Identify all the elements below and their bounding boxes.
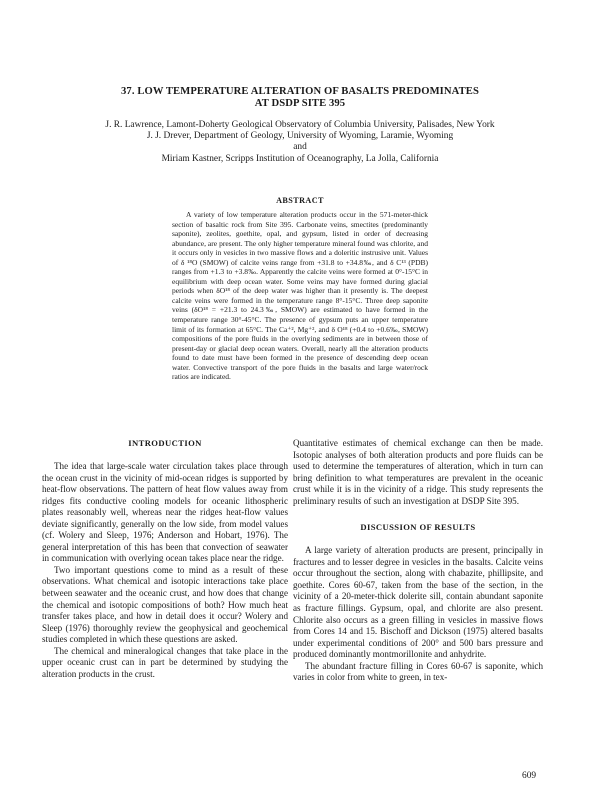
author-line-lawrence: J. R. Lawrence, Lamont-Doherty Geological Observatory of Columbia University, Palisades, New York	[105, 120, 495, 130]
right-column	[293, 438, 543, 684]
abstract-block	[172, 210, 428, 382]
discussion-heading: DISCUSSION OF RESULTS	[360, 522, 476, 533]
left-column	[42, 438, 288, 680]
introduction-paragraph-2: Two important questions come to mind as a result of these observations. What chemical and isotopic interactions take place between seawater and the oceanic crust, and how does that change the chemical and isotopic compositions of both? How much heat transfer takes place, and how in detail does it occur? Wolery and Sleep (1976) thoroughly review the geophysical and geochemical studies completed in which these questions are asked.	[42, 564, 288, 645]
paper-title-line2: AT DSDP SITE 395	[254, 98, 346, 109]
author-line-and: and	[293, 142, 307, 152]
introduction-paragraph-4: Quantitative estimates of chemical exchange can then be made. Isotopic analyses of both alteration products and pore fluids can be used to determine the temperatures of alteration, which in turn can bring definition to what temperatures are prevalent in the oceanic crust while it is in the vicinity of a ridge. This study represents the preliminary results of such an investigation at DSDP Site 395.	[293, 438, 543, 506]
introduction-paragraph-3: The chemical and mineralogical changes that take place in the upper oceanic crust can in part be determined by studying the alteration products in the crust.	[42, 645, 288, 679]
introduction-heading: INTRODUCTION	[128, 438, 202, 448]
abstract-heading: ABSTRACT	[276, 196, 324, 205]
author-line-kastner: Miriam Kastner, Scripps Institution of Oceanography, La Jolla, California	[161, 154, 439, 164]
discussion-paragraph-2: The abundant fracture filling in Cores 60-67 is saponite, which varies in color from white to green, in tex-	[293, 660, 543, 683]
section-gap	[293, 507, 543, 522]
page-number: 609	[522, 771, 537, 781]
author-line-drever: J. J. Drever, Department of Geology, University of Wyoming, Laramie, Wyoming	[146, 131, 454, 141]
discussion-paragraph-1: A large variety of alteration products are present, principally in fractures and to lesser degree in vesicles in the basalts. Calcite veins occur throughout the section, along with chabazite, phillipsite, and goethite. Cores 60-67, taken from the base of the section, in the vicinity of a 20-meter-thick dolerite sill, contain abundant saponite as fracture fillings. Gypsum, opal, and chlorite are also present. Chlorite also occurs as a green filling in vesicles in massive flows from Cores 14 and 15. Bischoff and Dickson (1975) altered basalts under experimental conditions of 200° and 500 bars pressure and produced dominantly montmorillonite and anhydrite.	[293, 545, 543, 660]
abstract-text: A variety of low temperature alteration products occur in the 571-meter-thick section of basaltic rock from Site 395. Carbonate veins, smectites (predominantly saponite), zeolites, goethite, opal, and gypsum, listed in order of decreasing abundance, are present. The only higher temperature mineral found was chlorite, and it occurs only in vesicles in two massive flows and a doleritic instrusive unit. Values of δ ¹⁸O (SMOW) of calcite veins range from +31.8 to +34.8‰, and δ C¹³ (PDB) ranges from +1.3 to +3.8‰. Apparently the calcite veins were formed at 0°-15°C in equilibrium with deep ocean water. Some veins may have formed during glacial periods when δO¹⁸ of the deep water was higher than it presently is. The deepest calcite veins were formed in the temperature range 8°-15°C. Three deep saponite veins (δO¹⁸ = +21.3 to 24.3‰, SMOW) are estimated to have formed in the temperature range 30°-45°C. The presence of gypsum puts an upper temperature limit of its formation at 65°C. The Ca⁺², Mg⁺², and δ O¹⁸ (+0.4 to +0.6‰, SMOW) compositions of the pore fluids in the overlying sediments are in between those of present-day or glacial deep ocean waters. Overall, nearly all the alteration products found to date must have been formed in the presence of descending deep ocean water. Convective transport of the pore fluids in the basalts and large water/rock ratios are indicated.	[172, 210, 428, 382]
introduction-paragraph-1: The idea that large-scale water circulation takes place through the ocean crust in the vicinity of mid-ocean ridges is supported by heat-flow observations. The pattern of heat flow values away from ridges fits conductive cooling models for oceanic lithospheric plates reasonably well, whereas near the ridges heat-flow values deviate significantly, generally on the low side, from model values (cf. Wolery and Sleep, 1976; Anderson and Hobart, 1976). The general interpretation of this has been that convection of seawater in communication with overlying ocean takes place near the ridge.	[42, 461, 288, 564]
paper-title-line1: 37. LOW TEMPERATURE ALTERATION OF BASALTS PREDOMINATES	[121, 86, 479, 97]
